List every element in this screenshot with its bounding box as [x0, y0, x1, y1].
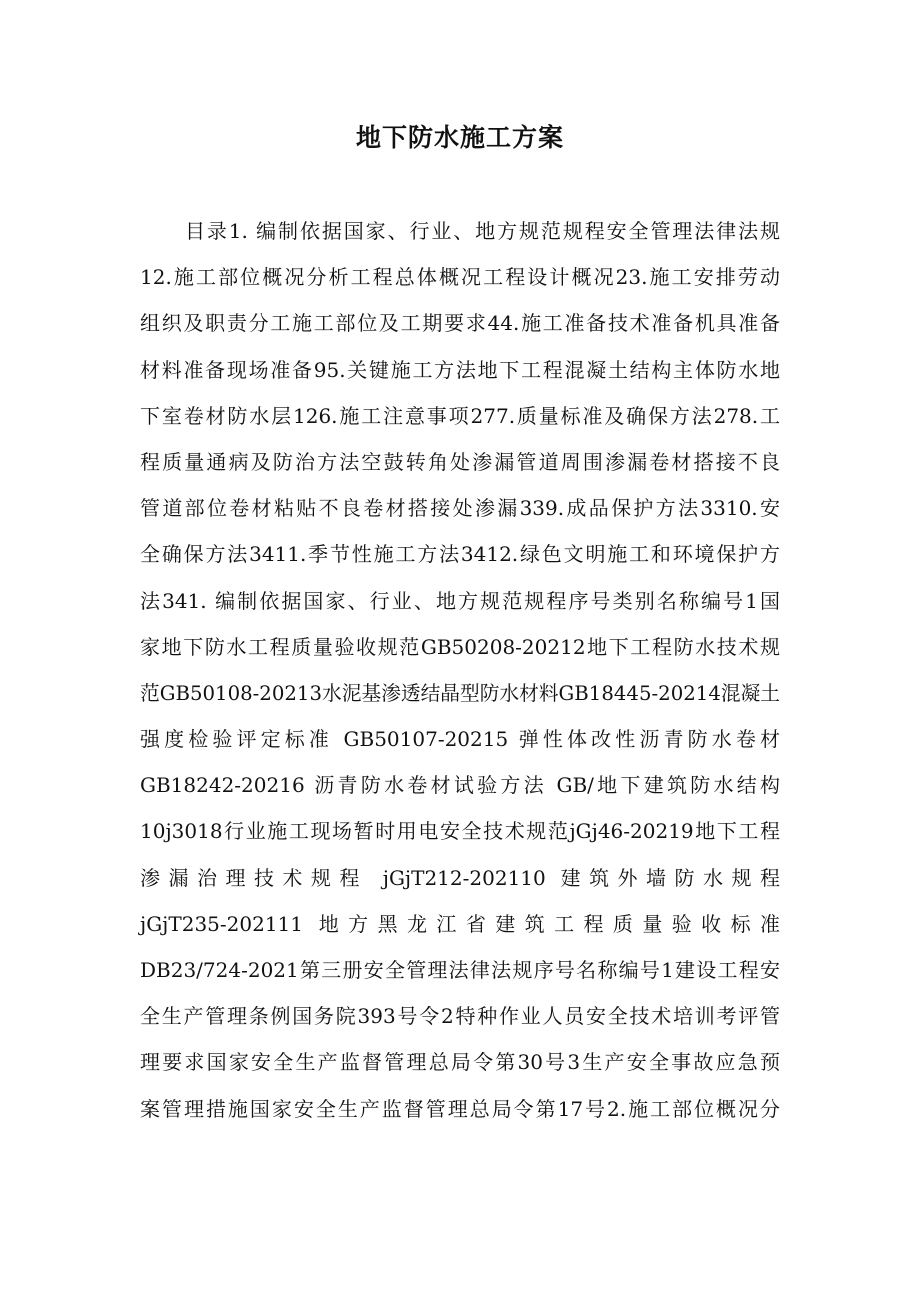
text-line: 强度检验评定标准 GB50107-20215 弹性体改性沥青防水卷材	[140, 727, 780, 752]
text-line: 全生产管理条例国务院393号令2特种作业人员安全技术培训考评管	[140, 1004, 780, 1029]
document-body	[140, 216, 780, 1140]
text-line: 法341. 编制依据国家、行业、地方规范规程序号类别名称编号1国	[140, 588, 780, 613]
text-line: 材料准备现场准备95.关键施工方法地下工程混凝土结构主体防水地	[140, 357, 780, 382]
text-line: 目录1. 编制依据国家、行业、地方规范规程安全管理法律法规	[185, 219, 780, 243]
text-line: 家地下防水工程质量验收规范GB50208-20212地下工程防水技术规	[140, 634, 780, 659]
text-line: jGjT235-202111 地方黑龙江省建筑工程质量验收标准	[140, 911, 780, 936]
text-line: 下室卷材防水层126.施工注意事项277.质量标准及确保方法278.工	[140, 403, 780, 428]
text-line: 管道部位卷材粘贴不良卷材搭接处渗漏339.成品保护方法3310.安	[140, 496, 780, 521]
text-line: 程质量通病及防治方法空鼓转角处渗漏管道周围渗漏卷材搭接不良	[140, 449, 780, 474]
text-line: DB23/724-2021第三册安全管理法律法规序号名称编号1建设工程安	[140, 958, 780, 982]
text-line: 渗漏治理技术规程 jGjT212-202110 建筑外墙防水规程	[140, 865, 780, 890]
text-line: 全确保方法3411.季节性施工方法3412.绿色文明施工和环境保护方	[140, 542, 780, 567]
text-line: GB18242-20216 沥青防水卷材试验方法 GB/地下建筑防水结构	[140, 773, 780, 798]
text-line: 10j3018行业施工现场暂时用电安全技术规范jGj46-20219地下工程	[140, 819, 780, 844]
text-line: 12.施工部位概况分析工程总体概况工程设计概况23.施工安排劳动	[140, 265, 780, 290]
document-title: 地下防水施工方案	[355, 123, 564, 152]
text-line: 案管理措施国家安全生产监督管理总局令第17号2.施工部位概况分	[140, 1096, 780, 1121]
text-line: 理要求国家安全生产监督管理总局令第30号3生产安全事故应急预	[140, 1050, 780, 1075]
text-line: 范GB50108-20213水泥基渗透结晶型防水材料GB18445-20214混凝土	[140, 680, 780, 705]
text-line: 组织及职责分工施工部位及工期要求44.施工准备技术准备机具准备	[140, 311, 780, 336]
